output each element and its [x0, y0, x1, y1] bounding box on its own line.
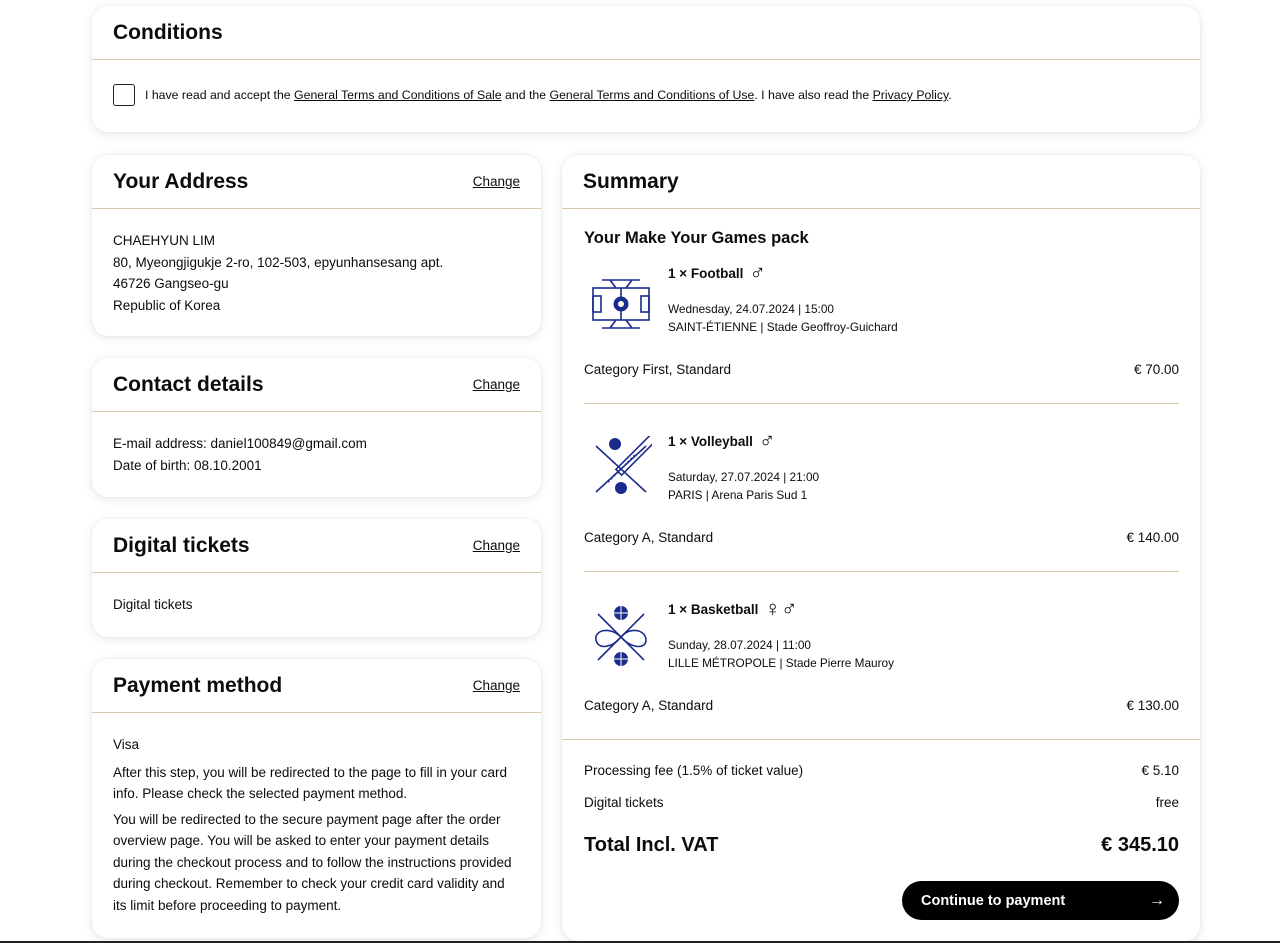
terms-text	[145, 88, 952, 102]
digital-tickets-fee-row	[584, 795, 1179, 810]
football-pictogram-icon	[590, 274, 652, 336]
address-body	[92, 209, 541, 337]
payment-method-card	[92, 659, 541, 938]
event-date: Saturday, 27.07.2024 | 21:00	[668, 470, 820, 484]
address-title: Your Address	[113, 169, 249, 193]
terms-acceptance-row	[92, 60, 1200, 130]
event-price: € 140.00	[1126, 530, 1179, 545]
privacy-policy-link[interactable]: Privacy Policy	[872, 88, 949, 102]
event-category: Category A, Standard	[584, 530, 714, 545]
event-category: Category First, Standard	[584, 362, 732, 377]
pack-title: Your Make Your Games pack	[584, 229, 809, 247]
arrow-right-icon: →	[1149, 891, 1165, 909]
conditions-card	[92, 6, 1200, 132]
summary-header	[562, 155, 1200, 209]
terms-of-sale-link[interactable]: General Terms and Conditions of Sale	[294, 88, 502, 102]
event-item-football	[584, 262, 1179, 430]
event-venue: SAINT-ÉTIENNE | Stade Geoffroy-Guichard	[668, 320, 898, 334]
event-venue: PARIS | Arena Paris Sud 1	[668, 488, 808, 502]
payment-method-name: Visa	[113, 737, 140, 752]
event-name	[668, 430, 775, 452]
address-card	[92, 155, 541, 336]
payment-method-body	[92, 713, 541, 941]
conditions-header	[92, 6, 1200, 60]
totals-divider	[562, 739, 1200, 740]
digital-tickets-header	[92, 519, 541, 573]
mixed-gender-icon: ♀♂	[764, 596, 798, 621]
address-line: 46726 Gangseo-gu	[113, 276, 229, 291]
terms-of-use-link[interactable]: General Terms and Conditions of Use	[549, 88, 755, 102]
terms-text-4: .	[948, 88, 952, 102]
contact-body	[92, 412, 541, 497]
male-icon: ♂	[758, 428, 776, 453]
address-line: Republic of Korea	[113, 297, 221, 313]
payment-method-change-link[interactable]: Change	[472, 678, 520, 693]
digital-tickets-body	[92, 573, 541, 637]
conditions-title: Conditions	[113, 20, 223, 44]
payment-redirect-note: After this step, you will be redirected to the page to fill in your card info. Please check the selected payment method.	[113, 764, 507, 801]
event-title: 1 × Volleyball	[668, 433, 753, 449]
digital-tickets-change-link[interactable]: Change	[472, 538, 520, 553]
event-item-volleyball	[584, 430, 1179, 598]
event-title: 1 × Football	[668, 265, 744, 281]
address-line: 80, Myeongjigukje 2-ro, 102-503, epyunhansesang apt.	[113, 254, 444, 270]
event-date: Sunday, 28.07.2024 | 11:00	[668, 638, 811, 652]
payment-secure-note: You will be redirected to the secure payment page after the order overview page. You will be asked to enter your payment details during the checkout process and to follow the instructions provided during checkout. Remember to check your credit card validity and its limit before proceeding to payment.	[113, 811, 512, 913]
address-line: CHAEHYUN LIM	[113, 233, 216, 248]
contact-title: Contact details	[113, 372, 264, 396]
digital-tickets-fee-label: Digital tickets	[584, 795, 664, 810]
event-name	[668, 262, 766, 284]
event-item-basketball	[584, 598, 1179, 766]
address-change-link[interactable]: Change	[472, 174, 520, 189]
contact-card	[92, 358, 541, 497]
basketball-pictogram-icon	[590, 604, 652, 666]
contact-header	[92, 358, 541, 412]
terms-text-1: I have read and accept the	[145, 88, 295, 102]
address-header	[92, 155, 541, 209]
event-venue: LILLE MÉTROPOLE | Stade Pierre Mauroy	[668, 656, 894, 670]
male-icon: ♂	[749, 260, 766, 285]
event-date: Wednesday, 24.07.2024 | 15:00	[668, 302, 834, 316]
date-of-birth: Date of birth: 08.10.2001	[113, 457, 262, 473]
processing-fee-value: € 5.10	[1141, 763, 1179, 778]
terms-checkbox[interactable]	[113, 84, 135, 106]
total-row	[584, 834, 1179, 857]
event-price: € 70.00	[1133, 362, 1179, 377]
processing-fee-label: Processing fee (1.5% of ticket value)	[584, 763, 804, 778]
event-name	[668, 598, 797, 620]
event-divider	[584, 403, 1179, 404]
email-address: E-mail address: daniel100849@gmail.com	[113, 436, 367, 451]
terms-text-3: . I have also read the	[754, 88, 873, 102]
digital-tickets-value: Digital tickets	[113, 597, 193, 612]
digital-tickets-title: Digital tickets	[113, 533, 250, 557]
continue-to-payment-label: Continue to payment	[921, 892, 1066, 909]
summary-card	[562, 155, 1200, 941]
event-title: 1 × Basketball	[668, 601, 759, 617]
total-value: € 345.10	[1101, 834, 1179, 856]
summary-title: Summary	[583, 169, 679, 193]
digital-tickets-card	[92, 519, 541, 637]
volleyball-pictogram-icon	[590, 436, 652, 498]
contact-change-link[interactable]: Change	[472, 377, 520, 392]
payment-method-header	[92, 659, 541, 713]
processing-fee-row	[584, 763, 1179, 778]
payment-method-title: Payment method	[113, 673, 283, 697]
event-category: Category A, Standard	[584, 698, 714, 713]
continue-to-payment-button[interactable]	[902, 881, 1179, 920]
terms-text-2: and the	[501, 88, 550, 102]
event-divider	[584, 571, 1179, 572]
digital-tickets-fee-value: free	[1155, 795, 1179, 810]
total-label: Total Incl. VAT	[584, 834, 719, 856]
event-price: € 130.00	[1126, 698, 1179, 713]
